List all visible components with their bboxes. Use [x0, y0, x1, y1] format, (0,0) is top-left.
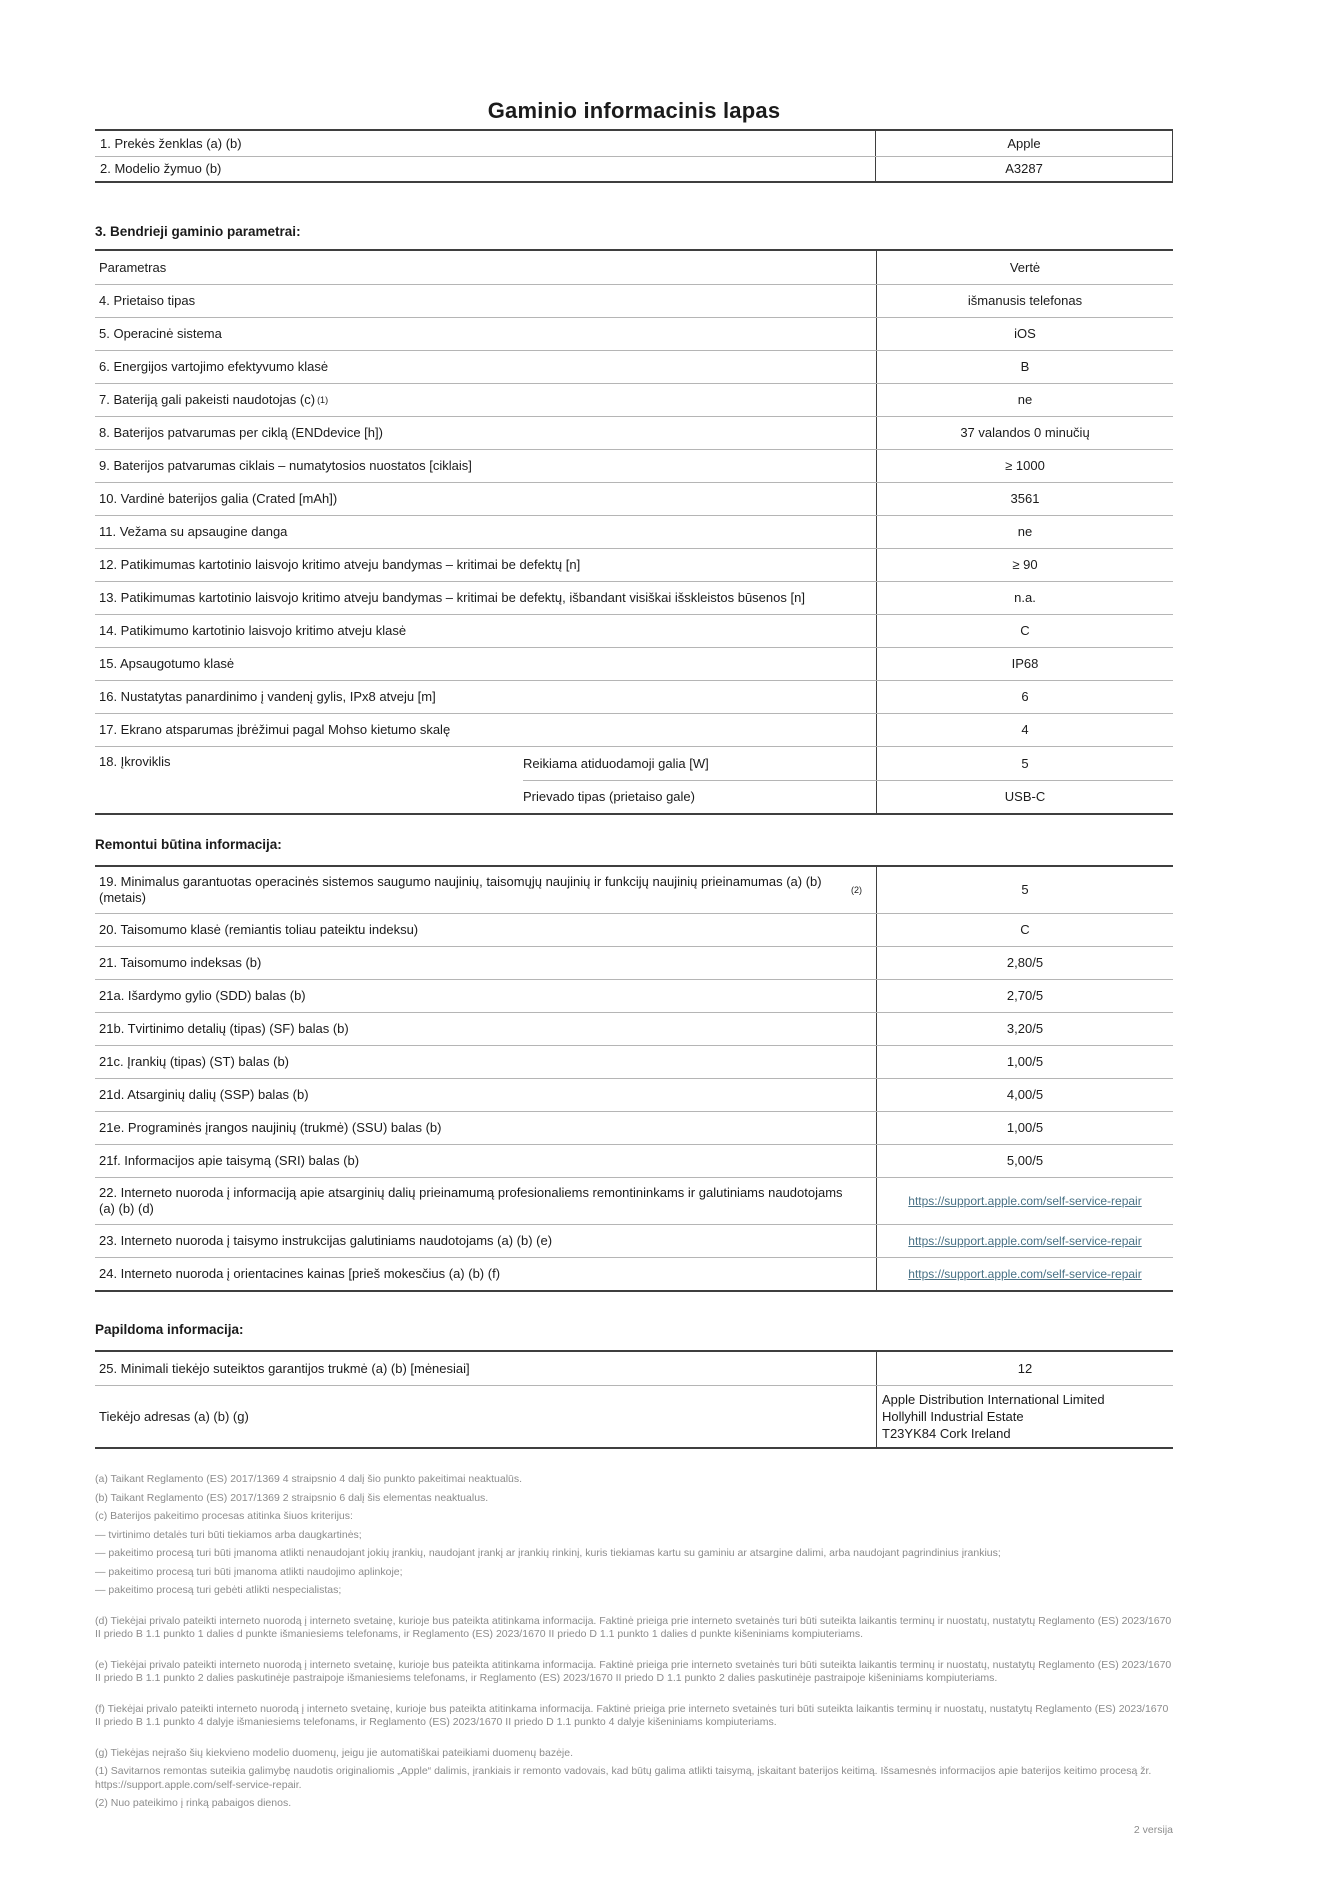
table-row	[95, 131, 1172, 156]
row-value: Apple	[875, 131, 1172, 156]
row-label: 17. Ekrano atsparumas įbrėžimui pagal Mohso kietumo skalę	[99, 722, 451, 737]
row-value: 2,70/5	[876, 980, 1173, 1012]
table-row	[95, 1012, 1173, 1045]
section-heading-additional: Papildoma informacija:	[95, 1322, 244, 1337]
table-row	[95, 1078, 1173, 1111]
table-row	[95, 482, 1173, 515]
row-label: 13. Patikimumas kartotinio laisvojo kritimo atveju bandymas – kritimai be defektų, išbandant visiškai išskleistos būsenos [n]	[99, 590, 805, 605]
additional-information-table	[95, 1350, 1173, 1449]
row-value: C	[876, 914, 1173, 946]
row-label: 21a. Išardymo gylio (SDD) balas (b)	[99, 988, 306, 1003]
row-value: 1,00/5	[876, 1046, 1173, 1078]
row-value: C	[876, 615, 1173, 647]
row-value: 3561	[876, 483, 1173, 515]
subrow-label: Reikiama atiduodamoji galia [W]	[523, 755, 709, 771]
footnote: (g) Tiekėjas neįrašo šių kiekvieno modelio duomenų, jeigu jie automatiškai pateikiami duomenų bazėje.	[95, 1746, 574, 1759]
row-label: 4. Prietaiso tipas	[99, 293, 196, 308]
row-value: 4,00/5	[876, 1079, 1173, 1111]
table-row	[95, 979, 1173, 1012]
row-value: 3,20/5	[876, 1013, 1173, 1045]
footnote: (2) Nuo pateikimo į rinką pabaigos dienos.	[95, 1797, 292, 1809]
table-row	[95, 156, 1172, 181]
row-label: 11. Vežama su apsaugine danga	[99, 524, 288, 539]
column-header-value: Vertė	[876, 251, 1173, 284]
row-value: ne	[876, 516, 1173, 548]
sheet-content	[95, 98, 1173, 1836]
table-row	[95, 913, 1173, 946]
row-label: 14. Patikimumo kartotinio laisvojo kritimo atveju klasė	[99, 623, 407, 638]
footnote: (d) Tiekėjai privalo pateikti interneto nuorodą į interneto svetainę, kurioje bus pateikta atitinkama informacija. Faktinė prieiga prie interneto svetainės turi būti suteikta laikantis terminų ir nuostatų, nustatytų Reglamento (ES) 2023/1670 II priedo B 1.1 punkto 1 dalies d punkte išmaniesiems telefonams, ir Reglamento (ES) 2023/1670 II priedo D 1.1 punkto 1 dalies d punkte kišeniniams kompiuteriams.	[95, 1614, 1172, 1640]
table-row	[95, 581, 1173, 614]
table-row	[95, 867, 1173, 913]
row-value: B	[876, 351, 1173, 383]
table-row	[95, 548, 1173, 581]
row-value: 5,00/5	[876, 1145, 1173, 1177]
table-row	[95, 680, 1173, 713]
row-value: IP68	[876, 648, 1173, 680]
table-row	[95, 284, 1173, 317]
row-label: 23. Interneto nuoroda į taisymo instrukcijas galutiniams naudotojams (a) (b) (e)	[99, 1233, 553, 1248]
row-label: 8. Baterijos patvarumas per ciklą (ENDdevice [h])	[99, 425, 383, 440]
row-value	[876, 1225, 1173, 1257]
footnote: — pakeitimo procesą turi gebėti atlikti nespecialistas;	[95, 1584, 342, 1596]
row-value	[876, 1178, 1173, 1224]
supplier-address-row	[95, 1385, 1173, 1447]
table-header-row	[95, 251, 1173, 284]
section-heading-general: 3. Bendrieji gaminio parametrai:	[95, 224, 301, 239]
footnote: (b) Taikant Reglamento (ES) 2017/1369 2 straipsnio 6 dalį šis elementas neaktualus.	[95, 1491, 489, 1504]
row-value: ne	[876, 384, 1173, 416]
column-header-parameter: Parametras	[99, 259, 167, 275]
row-label: 10. Vardinė baterijos galia (Crated [mAh])	[99, 491, 338, 506]
charger-row	[95, 746, 1173, 813]
row-label: 20. Taisomumo klasė (remiantis toliau pateiktu indeksu)	[99, 922, 419, 937]
page-title: Gaminio informacinis lapas	[487, 98, 781, 123]
table-row	[95, 614, 1173, 647]
row-value: 5	[876, 867, 1173, 913]
table-row	[95, 383, 1173, 416]
table-row	[95, 1144, 1173, 1177]
table-row	[95, 449, 1173, 482]
table-row	[95, 713, 1173, 746]
row-value: ≥ 1000	[876, 450, 1173, 482]
footnote: — tvirtinimo detalės turi būti tiekiamos arba daugkartinės;	[95, 1528, 362, 1541]
row-label: Tiekėjo adresas (a) (b) (g)	[99, 1408, 249, 1424]
row-label: 5. Operacinė sistema	[99, 326, 222, 341]
row-label: 21e. Programinės įrangos naujinių (trukmė) (SSU) balas (b)	[99, 1120, 442, 1135]
footnote: (c) Baterijos pakeitimo procesas atitinka šiuos kriterijus:	[95, 1510, 353, 1522]
table-row	[95, 1257, 1173, 1290]
version-label: 2 versija	[1133, 1823, 1173, 1836]
row-label: 15. Apsaugotumo klasė	[99, 656, 235, 671]
repair-info-link[interactable]: https://support.apple.com/self-service-repair	[908, 1234, 1142, 1248]
row-value: ≥ 90	[876, 549, 1173, 581]
row-label: 9. Baterijos patvarumas ciklais – numatytosios nuostatos [ciklais]	[99, 458, 472, 473]
row-label: 24. Interneto nuoroda į orientacines kainas [prieš mokesčius (a) (b) (f)	[99, 1266, 501, 1281]
row-label: 18. Įkroviklis	[99, 754, 171, 769]
row-label: 22. Interneto nuoroda į informaciją apie atsarginių dalių prieinamumą profesionaliems remontininkams ir galutiniams naudotojams (a) (b) (d)	[99, 1185, 843, 1216]
footnote: (f) Tiekėjai privalo pateikti interneto nuorodą į interneto svetainę, kurioje bus pateikta atitinkama informacija. Faktinė prieiga prie interneto svetainės turi būti suteikta laikantis terminų ir nuostatų, nustatytų Reglamento (ES) 2023/1670 II priedo B 1.1 punkto 4 dalyje išmaniesiems telefonams, ir Reglamento (ES) 2023/1670 II priedo D 1.1 punkto 4 dalyje kišeniniams kompiuteriams.	[95, 1702, 1169, 1728]
footnotes-block	[95, 1473, 1173, 1811]
charger-subtable	[523, 747, 1173, 813]
row-value: 6	[876, 681, 1173, 713]
row-value: 37 valandos 0 minučių	[876, 417, 1173, 449]
row-label: 12. Patikimumas kartotinio laisvojo kritimo atveju bandymas – kritimai be defektų [n]	[99, 557, 581, 572]
footnote: — pakeitimo procesą turi būti įmanoma atlikti naudojimo aplinkoje;	[95, 1565, 403, 1578]
footnote: (a) Taikant Reglamento (ES) 2017/1369 4 straipsnio 4 dalį šio punkto pakeitimai neaktualūs.	[95, 1473, 523, 1485]
row-label: 21d. Atsarginių dalių (SSP) balas (b)	[99, 1087, 309, 1102]
row-label: 6. Energijos vartojimo efektyvumo klasė	[99, 359, 329, 374]
identification-table	[95, 129, 1173, 183]
footnote: (1) Savitarnos remontas suteikia galimybę naudotis originaliomis „Apple“ dalimis, įrankiais ir remonto vadovais, kad būtų galima atlikti taisymą, įskaitant baterijos keitimą. Išsamesnės informacijos apie baterijos keitimo procesą žr. https://support.apple.com/self-service-repair.	[95, 1765, 1152, 1791]
table-row	[95, 1111, 1173, 1144]
table-row	[95, 647, 1173, 680]
footnote: — pakeitimo procesą turi būti įmanoma atlikti nenaudojant jokių įrankių, naudojant įrankį ar įrankių rinkinį, kuris tiekiamas kartu su gaminiu ar atsargine dalimi, arba naudojant pagrindinius įrankius;	[95, 1547, 1001, 1559]
row-value: 12	[876, 1352, 1173, 1385]
row-value: išmanusis telefonas	[876, 285, 1173, 317]
row-label: 2. Modelio žymuo (b)	[100, 161, 222, 176]
row-label: 1. Prekės ženklas (a) (b)	[100, 135, 242, 151]
row-label: 16. Nustatytas panardinimo į vandenį gylis, IPx8 atveju [m]	[99, 689, 436, 704]
warranty-row	[95, 1352, 1173, 1385]
repair-info-link[interactable]: https://support.apple.com/self-service-repair	[908, 1267, 1142, 1281]
row-label: 25. Minimali tiekėjo suteiktos garantijos trukmė (a) (b) [mėnesiai]	[99, 1360, 470, 1376]
row-label: 21b. Tvirtinimo detalių (tipas) (SF) balas (b)	[99, 1021, 349, 1036]
table-row	[95, 515, 1173, 548]
repair-information-table	[95, 865, 1173, 1292]
address-line: Apple Distribution International Limited	[882, 1392, 1105, 1407]
table-row	[95, 1177, 1173, 1224]
address-line: T23YK84 Cork Ireland	[882, 1426, 1011, 1441]
subrow-value: 5	[876, 747, 1173, 780]
subrow-value: USB-C	[876, 781, 1173, 813]
charger-subrow-power	[523, 747, 1173, 780]
row-label: 21c. Įrankių (tipas) (ST) balas (b)	[99, 1054, 290, 1069]
table-row	[95, 416, 1173, 449]
row-label: 7. Bateriją gali pakeisti naudotojas (c) (1)	[99, 392, 329, 407]
address-line: Hollyhill Industrial Estate	[882, 1409, 1024, 1424]
repair-info-link[interactable]: https://support.apple.com/self-service-repair	[908, 1194, 1142, 1208]
supplier-address-value	[876, 1386, 1173, 1447]
footnote: (e) Tiekėjai privalo pateikti interneto nuorodą į interneto svetainę, kurioje bus pateikta atitinkama informacija. Faktinė prieiga prie interneto svetainės turi būti suteikta laikantis terminų ir nuostatų, nustatytų Reglamento (ES) 2023/1670 II priedo B 1.1 punkto 2 dalies paskutinėje pastraipoje išmaniesiems telefonams, ir Reglamento (ES) 2023/1670 II priedo D 1.1 punkto 2 dalies paskutinėje pastraipoje kišeniniams kompiuteriams.	[95, 1658, 1172, 1684]
row-label: 21f. Informacijos apie taisymą (SRI) balas (b)	[99, 1153, 360, 1168]
general-parameters-table	[95, 249, 1173, 815]
row-value: n.a.	[876, 582, 1173, 614]
charger-subrow-port	[523, 780, 1173, 813]
table-row	[95, 350, 1173, 383]
row-value: A3287	[875, 157, 1172, 181]
table-row	[95, 1045, 1173, 1078]
row-label: 19. Minimalus garantuotas operacinės sistemos saugumo naujinių, taisomųjų naujinių ir funkcijų naujinių prieinamumas (a) (b) (metais) (2)	[99, 874, 862, 905]
subrow-label: Prievado tipas (prietaiso gale)	[523, 789, 695, 804]
row-value: 1,00/5	[876, 1112, 1173, 1144]
table-row	[95, 946, 1173, 979]
section-heading-repair: Remontui būtina informacija:	[95, 837, 282, 852]
table-row	[95, 1224, 1173, 1257]
row-value: 2,80/5	[876, 947, 1173, 979]
row-value: 4	[876, 714, 1173, 746]
row-value	[876, 1258, 1173, 1290]
row-label: 21. Taisomumo indeksas (b)	[99, 955, 262, 970]
row-value: iOS	[876, 318, 1173, 350]
table-row	[95, 317, 1173, 350]
